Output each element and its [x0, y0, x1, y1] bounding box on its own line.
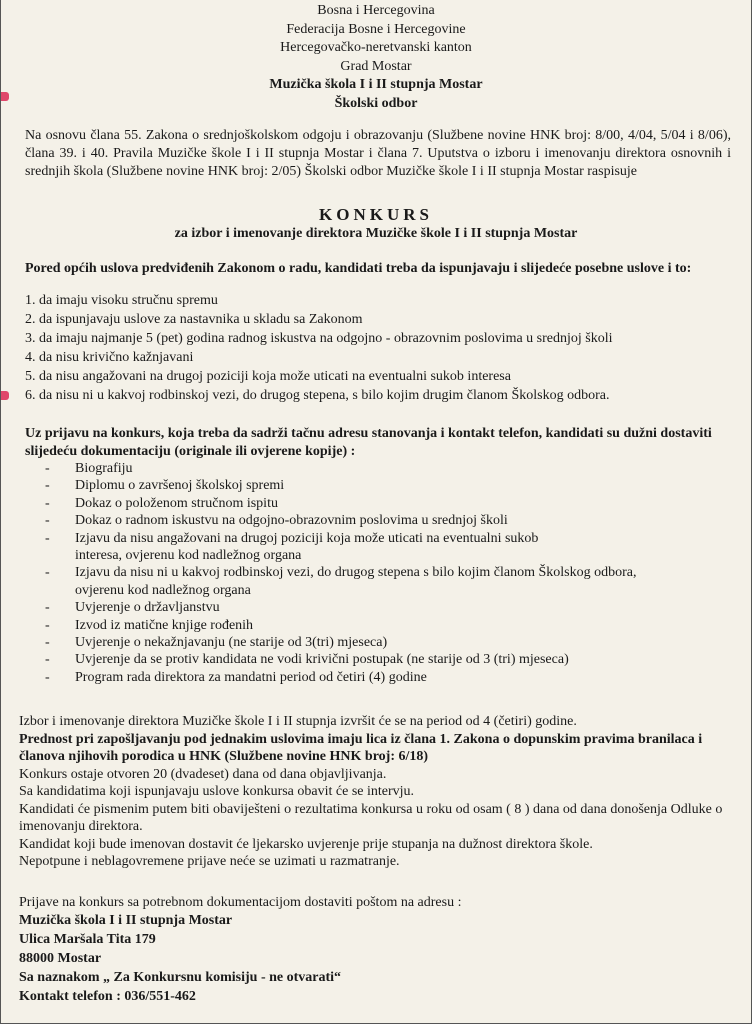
condition-item: 2. da ispunjavaju uslove za nastavnika u skladu sa Zakonom — [25, 312, 363, 327]
page-edge-mark — [1, 391, 9, 400]
document-item-text: Uvjerenje o nekažnjavanju (ne starije od 3(tri) mjeseca) — [75, 635, 388, 651]
notification-note: Kandidati će pismenim putem biti obaviješteni o rezultatima konkursa u roku od osam ( 8 ) dana od dana donošenja Odluke o imenovanju direktora. — [19, 801, 723, 834]
document-item-text: Uvjerenje o državljanstvu — [75, 600, 220, 616]
priority-note: Prednost pri zapošljavanju pod jednakim uslovima imaju lica iz člana 1. Zakona o dopunskim pravima branilaca i članova njihovih porodica u HNK (Službene novine HNK broj: 6/18) — [19, 731, 703, 764]
document-item-text: Uvjerenje da se protiv kandidata ne vodi krivični postupak (ne starije od 3 (tri) mjeseca) — [75, 652, 569, 668]
address-name: Muzička škola I i II stupnja Mostar — [19, 913, 233, 928]
address-street: Ulica Maršala Tita 179 — [19, 932, 156, 947]
header-canton: Hercegovačko-neretvanski kanton — [280, 40, 472, 55]
open-period: Konkurs ostaje otvoren 20 (dvadeset) dana od dana objavljivanja. — [19, 766, 387, 782]
document-item — [45, 564, 636, 599]
condition-item: 4. da nisu krivično kažnjavani — [25, 350, 194, 365]
document-item-text: Izvod iz matične knjige rođenih — [75, 617, 254, 633]
condition-item: 1. da imaju visoku stručnu spremu — [25, 293, 218, 308]
document-item-continuation: ovjerenu kod nadležnog organa — [75, 582, 251, 598]
condition-item: 3. da imaju najmanje 5 (pet) godina radnog iskustva na odgojno - obrazovnim poslovima u srednjoj školi — [25, 331, 613, 346]
document-item — [45, 512, 636, 529]
dash-bullet: - — [45, 478, 50, 494]
document-item-text: Izjavu da nisu ni u kakvoj rodbinskoj vezi, do drugog stepena s bilo kojim članom Školskog odbora, — [75, 565, 637, 581]
document-item-text: Diplomu o završenoj školskoj spremi — [75, 478, 285, 494]
intro-paragraph: Na osnovu člana 55. Zakona o srednjoškolskom odgoju i obrazovanju (Službene novine HNK broj: 8/00, 4/04, 5/04 i 8/06), člana 39. i 40. Pravila Muzičke škole I i II stupnja Mostar i člana 7. Uputstva o izboru i imenovanju direktora osnovnih i srednjih škola (Službene novine HNK broj: 2/05) Školski odbor Muzičke škole I i II stupnja Mostar raspisuje — [25, 128, 731, 179]
document-item-text: Biografiju — [75, 461, 133, 476]
document-item — [45, 634, 636, 651]
dash-bullet: - — [45, 565, 50, 581]
incomplete-note: Nepotpune i neblagovremene prijave neće se uzimati u razmatranje. — [19, 854, 400, 869]
dash-bullet: - — [45, 495, 50, 511]
document-subtitle: za izbor i imenovanje direktora Muzičke škole I i II stupnja Mostar — [174, 226, 578, 241]
dash-bullet: - — [45, 513, 50, 529]
dash-bullet: - — [45, 652, 50, 668]
dash-bullet: - — [45, 461, 50, 476]
document-item — [45, 530, 636, 565]
document-item-text: Dokaz o radnom iskustvu na odgojno-obrazovnim poslovima u srednjoj školi — [75, 513, 508, 529]
document-item-text: Dokaz o položenom stručnom ispitu — [75, 495, 278, 511]
document-item — [45, 651, 636, 668]
header-school: Muzička škola I i II stupnja Mostar — [269, 77, 483, 92]
address-note: Sa naznakom „ Za Konkursnu komisiju - ne otvarati“ — [19, 970, 342, 985]
document-item-continuation: interesa, ovjerenu kod nadležnog organa — [75, 548, 302, 564]
dash-bullet: - — [45, 635, 50, 651]
contact-phone: Kontakt telefon : 036/551-462 — [19, 989, 196, 1004]
header-country: Bosna i Hercegovina — [317, 3, 435, 18]
header-board: Školski odbor — [334, 95, 418, 111]
dash-bullet: - — [45, 530, 50, 546]
dash-bullet: - — [45, 600, 50, 616]
document-header — [1, 2, 751, 113]
document-item — [45, 669, 636, 686]
documents-lead: Uz prijavu na konkurs, koja treba da sadrži tačnu adresu stanovanja i kontakt telefon, kandidati su dužni dostaviti slijedeću dokumentaciju (originale ili ovjerene kopije) : — [25, 426, 712, 459]
document-item — [45, 477, 636, 494]
documents-list — [45, 460, 636, 686]
condition-item: 6. da nisu ni u kakvoj rodbinskoj vezi, do drugog stepena, s bilo kojim drugim članom Školskog odbora. — [25, 388, 610, 403]
mailing-address — [19, 911, 341, 1006]
address-intro: Prijave na konkurs sa potrebnom dokumentacijom dostaviti poštom na adresu : — [19, 895, 462, 910]
document-item — [45, 617, 636, 634]
conditions-lead: Pored općih uslova predviđenih Zakonom o radu, kandidati treba da ispunjavaju i slijedeće posebne uslove i to: — [25, 261, 692, 276]
condition-item: 5. da nisu angažovani na drugoj poziciji koja može uticati na eventualni sukob interesa — [25, 369, 511, 384]
document-item-text: Izjavu da nisu angažovani na drugoj poziciji koja može uticati na eventualni sukob — [75, 530, 539, 546]
closing-section — [19, 713, 731, 871]
document-item — [45, 495, 636, 512]
conditions-list — [25, 291, 613, 405]
interview-note: Sa kandidatima koji ispunjavaju uslove konkursa obavit će se intervju. — [19, 784, 415, 799]
term-period: Izbor i imenovanje direktora Muzičke škole I i II stupnja izvršit će se na period od 4 (četiri) godine. — [19, 714, 577, 729]
header-city: Grad Mostar — [340, 58, 412, 74]
header-federation: Federacija Bosne i Hercegovine — [286, 21, 466, 37]
address-postal: 88000 Mostar — [19, 951, 102, 966]
document-item — [45, 460, 636, 477]
document-title: KONKURS — [319, 205, 433, 224]
dash-bullet: - — [45, 669, 50, 685]
medical-note: Kandidat koji bude imenovan dostavit će ljekarsko uvjerenje prije stupanja na dužnost direktora škole. — [19, 836, 593, 852]
document-item-text: Program rada direktora za mandatni period od četiri (4) godine — [75, 669, 427, 685]
document-item — [45, 599, 636, 616]
dash-bullet: - — [45, 617, 50, 633]
